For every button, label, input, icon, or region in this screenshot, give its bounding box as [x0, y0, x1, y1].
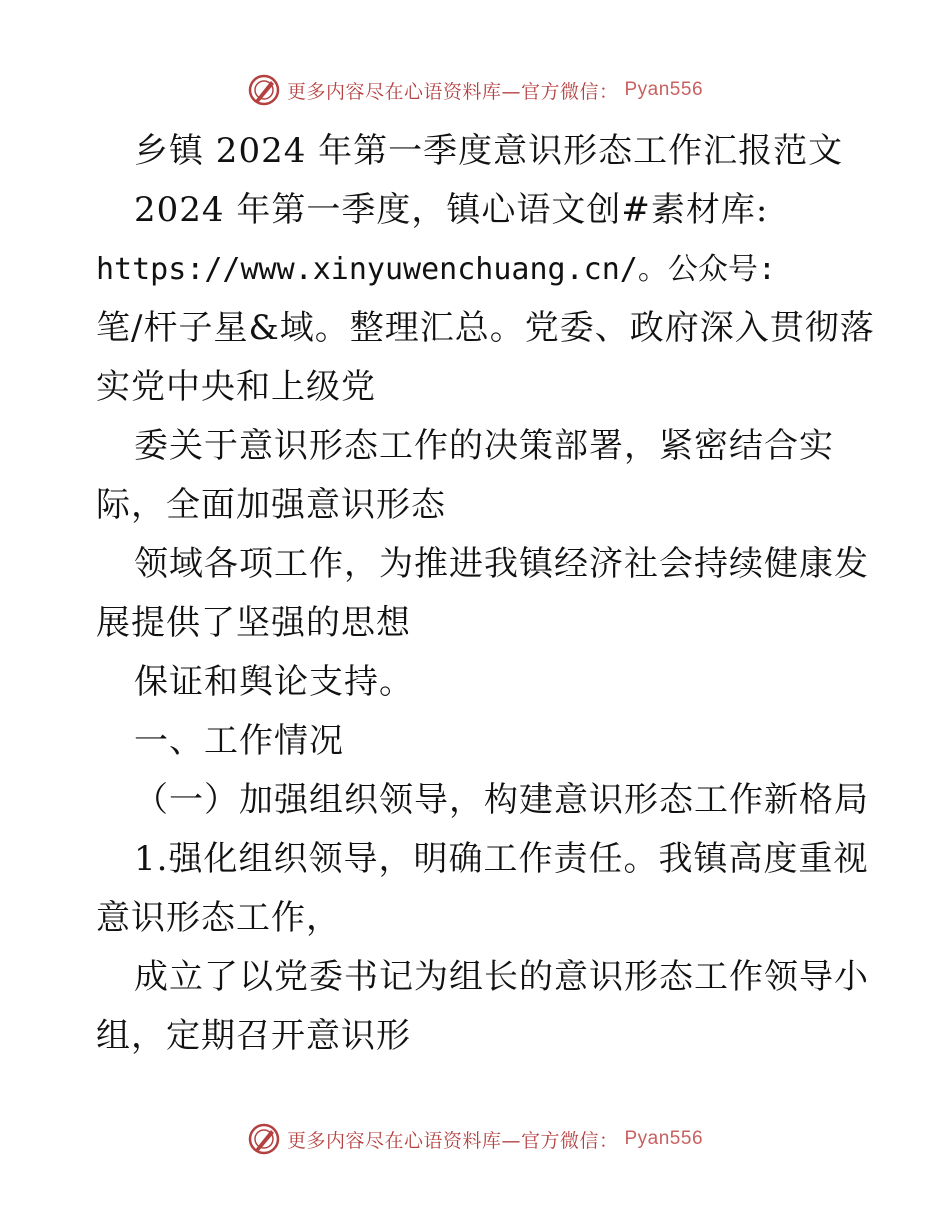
- paragraph-line: 展提供了坚强的思想: [96, 603, 411, 643]
- paragraph-line: 成立了以党委书记为组长的意识形态工作领导小: [134, 957, 869, 997]
- paragraph-line: 保证和舆论支持。: [134, 662, 414, 702]
- paragraph-line: https://www.xinyuwenchuang.cn/。公众号:: [96, 252, 776, 287]
- header-watermark: [0, 70, 950, 110]
- paragraph-line: 际，全面加强意识形态: [96, 485, 446, 525]
- paragraph-line: 领域各项工作，为推进我镇经济社会持续健康发: [134, 544, 869, 584]
- watermark-text: 更多内容尽在心语资料库—官方微信：: [286, 1129, 619, 1152]
- paragraph-line: 笔/杆子星&域。整理汇总。党委、政府深入贯彻落: [96, 308, 875, 348]
- watermark-account: Pyan556: [624, 1128, 704, 1149]
- document-title: 乡镇 2024 年第一季度意识形态工作汇报范文: [134, 131, 844, 171]
- paragraph-line: 2024 年第一季度，镇心语文创#素材库:: [134, 190, 769, 230]
- pen-circle-icon: [247, 1122, 281, 1156]
- pen-circle-icon: [247, 73, 281, 107]
- watermark-account: Pyan556: [624, 79, 704, 100]
- paragraph-line: 1.强化组织领导，明确工作责任。我镇高度重视: [134, 839, 869, 879]
- subsection-heading: （一）加强组织领导，构建意识形态工作新格局: [134, 780, 869, 820]
- paragraph-line: 实党中央和上级党: [96, 367, 376, 407]
- paragraph-line: 委关于意识形态工作的决策部署，紧密结合实: [134, 426, 834, 466]
- watermark-text: 更多内容尽在心语资料库—官方微信：: [286, 80, 619, 103]
- paragraph-line: 意识形态工作，: [96, 898, 341, 938]
- paragraph-line: 组，定期召开意识形: [96, 1016, 411, 1056]
- footer-watermark: [0, 1119, 950, 1159]
- section-heading: 一、工作情况: [134, 721, 344, 761]
- document-body: [96, 122, 875, 1066]
